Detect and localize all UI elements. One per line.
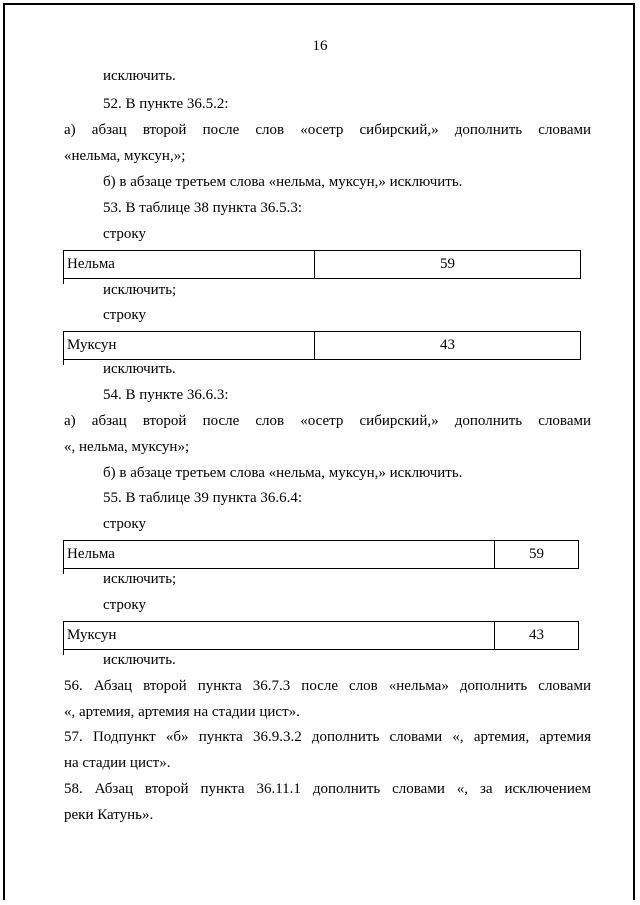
paragraph-line: б) в абзаце третьем слова «нельма, муксун,» исключить. xyxy=(103,465,463,481)
item-54-heading: 54. В пункте 36.6.3: xyxy=(103,387,229,403)
item-55-heading: 55. В таблице 39 пункта 36.6.4: xyxy=(103,490,303,506)
text-line: исключить. xyxy=(103,361,176,377)
paragraph-line: а) абзац второй после слов «осетр сибирский,» дополнить словами xyxy=(64,413,591,429)
text-line: строку xyxy=(103,307,146,323)
item-53-heading: 53. В таблице 38 пункта 36.5.3: xyxy=(103,200,303,216)
table-cell-name: Муксун xyxy=(67,627,117,643)
text-line: исключить. xyxy=(103,652,176,668)
paragraph-line: 58. Абзац второй пункта 36.11.1 дополнить словами «, за исключением xyxy=(64,781,591,797)
text-line: исключить; xyxy=(103,571,177,587)
paragraph-line: «, нельма, муксун»; xyxy=(64,439,190,455)
table-cell-name: Нельма xyxy=(67,546,115,562)
page-number: 16 xyxy=(312,38,328,54)
text-line: исключить. xyxy=(103,68,176,84)
paragraph-line: «, артемия, артемия на стадии цист». xyxy=(64,704,300,720)
table-line xyxy=(63,278,64,284)
item-52-heading: 52. В пункте 36.5.2: xyxy=(103,96,229,112)
paragraph-line: 56. Абзац второй пункта 36.7.3 после слов «нельма» дополнить словами xyxy=(64,678,591,694)
table-row xyxy=(63,621,579,650)
paragraph-line: «нельма, муксун,»; xyxy=(64,148,186,164)
text-line: строку xyxy=(103,516,146,532)
table-row xyxy=(63,331,581,360)
table-cell-value: 59 xyxy=(314,251,580,278)
table-row xyxy=(63,250,581,279)
text-line: строку xyxy=(103,597,146,613)
table-cell-value: 59 xyxy=(494,541,578,568)
table-line xyxy=(63,568,64,574)
table-cell-value: 43 xyxy=(314,332,580,359)
paragraph-line: 57. Подпункт «б» пункта 36.9.3.2 дополнить словами «, артемия, артемия xyxy=(64,729,591,745)
table-cell-value: 43 xyxy=(494,622,578,649)
table-row xyxy=(63,540,579,569)
paragraph-line: реки Катунь». xyxy=(64,807,154,823)
paragraph-line: б) в абзаце третьем слова «нельма, муксун,» исключить. xyxy=(103,174,463,190)
table-cell-name: Нельма xyxy=(67,256,115,272)
paragraph-line: на стадии цист». xyxy=(64,755,171,771)
table-line xyxy=(63,359,64,365)
table-cell-name: Муксун xyxy=(67,337,117,353)
text-line: исключить; xyxy=(103,282,177,298)
text-line: строку xyxy=(103,226,146,242)
paragraph-line: а) абзац второй после слов «осетр сибирский,» дополнить словами xyxy=(64,122,591,138)
table-line xyxy=(63,649,64,655)
